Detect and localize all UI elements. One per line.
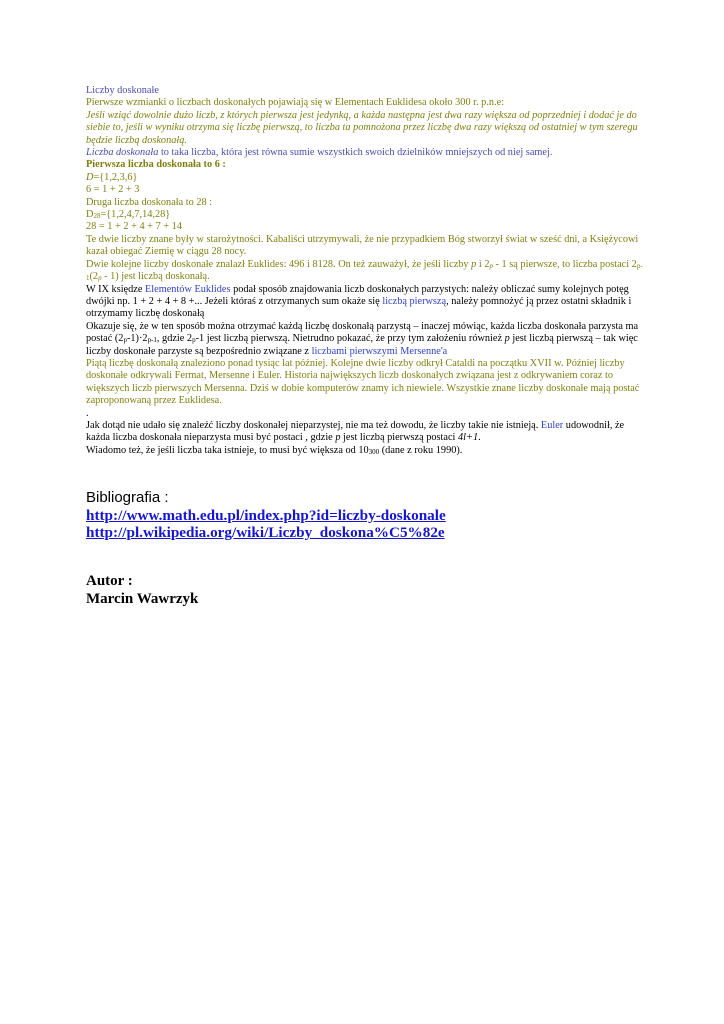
subscript: p-1 bbox=[86, 261, 643, 283]
exponent: 300 bbox=[368, 447, 380, 456]
euclid-quote: Jeśli wziąć dowolnie dużo liczb, z których pierwsza jest jedynką, a każda następna jest dwa razy większa od poprzedniej i dodać je do siebie to, jeśli w wyniku otrzyma się liczbę pierwszą, to liczba ta pomnożona przez liczbę dwa razy większą od ostatniej w tym szeregu będzie liczbą doskonałą. bbox=[86, 109, 638, 146]
text-run: podał sposób znajdowania liczb doskonałych parzystych: należy obliczać sumy kolejnych potęg dwójki np. 1 + 2 + 4 + 8 +... Jeżeli któraś z otrzymanych sum okaże się bbox=[86, 283, 629, 307]
d28-subscript: 28 bbox=[93, 212, 101, 221]
text-run: W IX księdze bbox=[86, 283, 145, 295]
fifth-perfect-paragraph: Piątą liczbę doskonałą znaleziono ponad tysiąc lat później. Kolejne dwie liczby odkrył Cataldi na początku XVII w. Później liczby doskonałe odkrywali Fermat, Mersenne i Euler. Historia największych liczb doskonałych związana jest z odkrywaniem coraz to większych liczb pierwszych Mersenna. Dziś w dobie komputerów znamy ich niewiele. Wszystkie znane liczby doskonałe mają postać zaproponowaną przez Euklidesa. bbox=[86, 357, 640, 407]
variable-p: p bbox=[335, 432, 341, 444]
text-run: . bbox=[478, 432, 481, 444]
text-run: jest liczbą pierwszą postaci bbox=[340, 432, 458, 444]
text-run: Jak dotąd nie udało się znaleźć liczby doskonałej nieparzystej, nie ma też dowodu, że liczby takie nie istnieją. bbox=[86, 419, 541, 431]
text-run: Wiadomo też, że jeśli liczba taka istnieje, to musi być większa od 10 bbox=[86, 444, 369, 456]
variable-p: p bbox=[504, 333, 510, 345]
subscript: p bbox=[489, 261, 493, 270]
subscript: p-1 bbox=[147, 336, 157, 345]
doc-title: Liczby doskonałe bbox=[86, 85, 159, 96]
text-run: -1)·2 bbox=[126, 333, 148, 345]
variable-p: p bbox=[471, 258, 477, 270]
prime-number-link[interactable]: liczbą pierwszą bbox=[382, 295, 447, 307]
text-run: , gdzie 2 bbox=[156, 333, 193, 345]
text-run: (dane z roku 1990). bbox=[379, 444, 463, 456]
second-perfect-heading: Druga liczba doskonała to 28 : bbox=[86, 196, 213, 208]
d6-sum: 6 = 1 + 2 + 3 bbox=[86, 184, 140, 196]
separator-dot: . bbox=[86, 407, 89, 419]
text-run: Dwie kolejne liczby doskonałe znalazł Euklides: 496 i 8128. On też zauważył, że jeśli liczby bbox=[86, 258, 472, 270]
mersenne-primes-link[interactable]: liczbami pierwszymi Mersenne'a bbox=[311, 345, 448, 357]
subscript: p bbox=[192, 336, 196, 345]
text-run: , należy pomnożyć ją przez ostatni składnik i otrzymamy liczbę doskonałą bbox=[86, 295, 632, 320]
author-label: Autor : bbox=[86, 573, 133, 589]
odd-perfect-paragraph bbox=[86, 420, 646, 445]
d6-label: D bbox=[86, 171, 94, 183]
document-body bbox=[86, 85, 646, 457]
lower-bound-paragraph bbox=[86, 445, 646, 457]
bibliography-link-math-edu[interactable]: http://www.math.edu.pl/index.php?id=liczby-doskonale bbox=[86, 507, 446, 524]
formula: 4l+1 bbox=[458, 432, 479, 444]
first-perfect-heading: Pierwsza liczba doskonała to 6 : bbox=[86, 159, 226, 171]
author-section bbox=[86, 572, 198, 608]
definition-paragraph bbox=[86, 147, 646, 159]
definition-text: to taka liczba, która jest równa sumie wszystkich swoich dzielników mniejszych od niej samej. bbox=[158, 147, 553, 159]
d28-label: D bbox=[86, 209, 94, 221]
bibliography-title: Bibliografia : bbox=[86, 489, 169, 506]
d28-set bbox=[86, 209, 646, 221]
d6-values: ={1,2,3,6} bbox=[93, 171, 138, 183]
text-run: - 1) jest liczbą doskonałą. bbox=[101, 271, 210, 283]
euclid-next-paragraph bbox=[86, 259, 646, 284]
definition-term: Liczba doskonała bbox=[86, 147, 159, 159]
subscript: p bbox=[123, 336, 127, 345]
author-name: Marcin Wawrzyk bbox=[86, 591, 199, 607]
subscript: p bbox=[98, 274, 102, 283]
text-run: Okazuje się, że w ten sposób można otrzymać każdą liczbę doskonałą parzystą – inaczej mówiąc, każda liczba doskonała parzysta ma postać (2 bbox=[86, 320, 639, 345]
text-run: (2 bbox=[89, 271, 99, 283]
bibliography-link-wikipedia[interactable]: http://pl.wikipedia.org/wiki/Liczby_doskona%C5%82e bbox=[86, 524, 445, 541]
d28-sum: 28 = 1 + 2 + 4 + 7 + 14 bbox=[86, 221, 182, 233]
elements-link[interactable]: Elementów Euklides bbox=[145, 283, 231, 295]
text-run: - 1 są pierwsze, to liczba postaci 2 bbox=[492, 258, 637, 270]
text-run: udowodnił, że każda liczba doskonała nieparzysta musi być postaci , gdzie bbox=[86, 419, 625, 444]
d28-values: ={1,2,4,7,14,28} bbox=[100, 209, 171, 221]
d6-set bbox=[86, 172, 646, 184]
euler-link[interactable]: Euler bbox=[540, 419, 564, 431]
bibliography-section bbox=[86, 489, 686, 541]
book-ix-paragraph bbox=[86, 284, 646, 321]
intro-paragraph: Pierwsze wzmianki o liczbach doskonałych pojawiają się w Elementach Euklidesa około 300 r. p.n.e: bbox=[86, 97, 505, 109]
text-run: i 2 bbox=[476, 258, 490, 270]
ancient-paragraph: Te dwie liczby znane były w starożytności. Kabaliści utrzymywali, że nie przypadkiem Bóg stworzył świat w sześć dni, a Księżycowi kazał obiegać Ziemię w ciągu 28 nocy. bbox=[86, 233, 639, 258]
text-run: -1 jest liczbą pierwszą. Nietrudno pokazać, że przy tym założeniu również bbox=[195, 333, 505, 345]
even-perfect-paragraph bbox=[86, 321, 646, 358]
text-run: jest liczbą pierwszą – tak więc liczby doskonałe parzyste są bezpośrednio związane z bbox=[86, 333, 638, 357]
